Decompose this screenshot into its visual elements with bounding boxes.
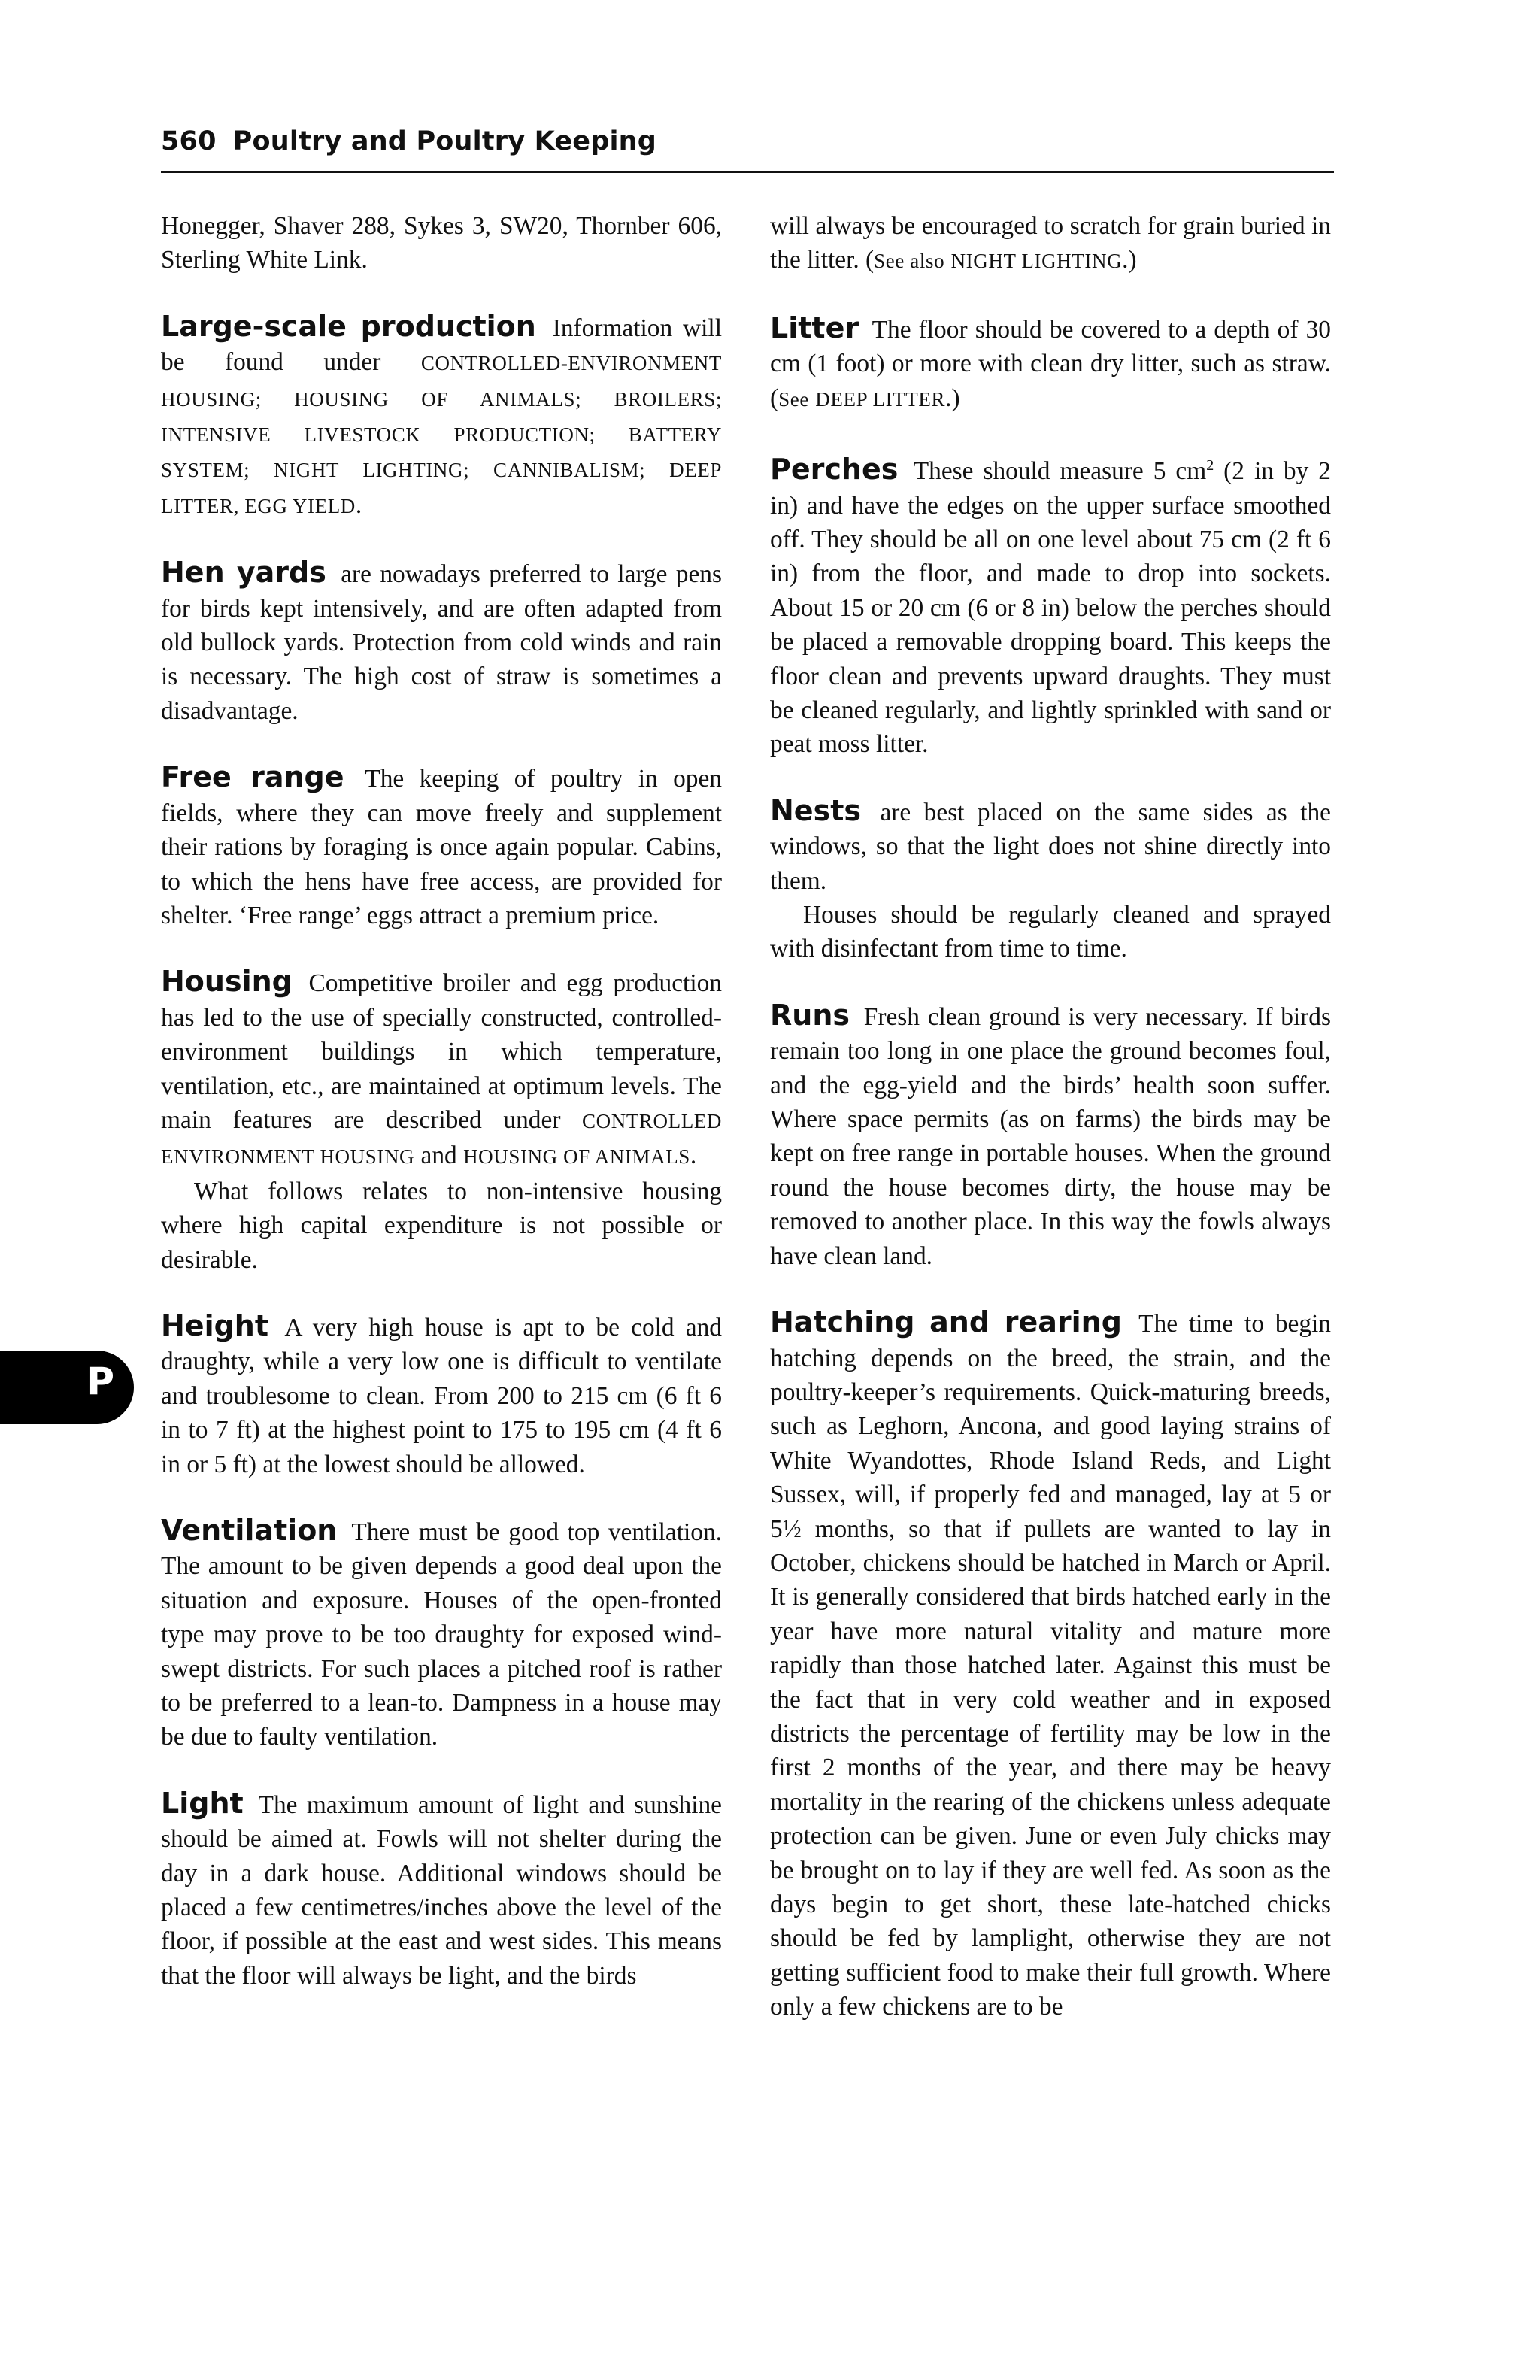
headword: Height <box>161 1308 269 1342</box>
paragraph <box>770 999 1331 1273</box>
paragraph <box>161 965 722 1174</box>
headword: Hen yards <box>161 556 326 590</box>
entry-text: are best placed on the same sides as the windows, so that the light does not shine directly into them. <box>770 798 1331 895</box>
header-rule <box>161 171 1334 173</box>
entry-text: The keeping of poultry in open fields, where they can move freely and supplement their rations by foraging is once again popular. Cabins, to which the hens have free access, are provided for shelter. ‘Free range’ eggs attract a premium price. <box>161 765 723 929</box>
entry-text: Competitive broiler and egg production has led to the use of specially constructed, controlled-environment buildings in which temperature, ventilation, etc., are maintained at optimum levels. The main features are described under <box>161 969 722 1134</box>
entry-text: Information will be found under <box>161 314 722 377</box>
cross-reference: CONTROLLED ENVIRONMENT HOUSING <box>161 1109 722 1169</box>
entry-free-range <box>161 760 722 932</box>
headword: Litter <box>770 311 859 344</box>
entry-text: A very high house is apt to be cold and draughty, while a very low one is difficult to ventilate and troublesome to clean. From 200 to 215 cm (6 ft 6 in to 7 ft) at the highest point to 175 to 195 cm (4 ft 6 in or 5 ft) at the lowest should be allowed. <box>161 1313 722 1478</box>
entry-hen-yards <box>161 556 722 728</box>
paragraph <box>770 1305 1331 2024</box>
paragraph <box>161 1175 722 1277</box>
punctuation: . <box>690 1141 697 1170</box>
paragraph <box>770 794 1331 898</box>
cross-reference: DEEP LITTER <box>815 387 946 411</box>
entry-text: What follows relates to non-intensive housing where high capital expenditure is not possible or desirable. <box>161 1177 722 1274</box>
running-head <box>161 126 1334 156</box>
entry-continuation-left <box>161 209 722 277</box>
entry-runs <box>770 999 1331 1273</box>
entry-continuation-right <box>770 209 1331 279</box>
cross-reference: HOUSING OF ANIMALS <box>463 1145 690 1169</box>
headword: Hatching and rearing <box>770 1305 1122 1339</box>
entry-perches <box>770 449 1331 762</box>
punctuation: . <box>355 490 362 519</box>
entry-height <box>161 1309 722 1481</box>
entry-text: The time to begin hatching depends on the breed, the strain, and the poultry-keeper’s requirements. Quick-maturing breeds, such as Leghorn, Ancona, and good laying strains of White Wyandottes, Rhode Island Reds, and Light Sussex, will, if properly fed and managed, lay at 5 or 5½ months, so that if pullets are wanted to lay in October, chickens should be hatched in March or April. It is generally considered that birds hatched early in the year have more natural vitality and mature more rapidly than those hatched later. Against this must be the fact that in very cold weather and in exposed districts the percentage of fertility may be low in the first 2 months of the year, and there may be heavy mortality in the rearing of the chickens unless adequate protection can be given. June or even July chicks may be brought on to lay if they are well fed. As soon as the days begin to get short, these late-hatched chicks should be fed by lamplight, otherwise they are not getting sufficient food to make their full growth. Where only a few chickens are to be <box>770 1310 1332 2021</box>
headword: Light <box>161 1786 244 1820</box>
page-number: 560 <box>161 126 217 156</box>
headword: Housing <box>161 965 293 999</box>
paragraph <box>161 556 722 728</box>
paragraph <box>161 209 722 277</box>
see-label: See <box>778 387 809 411</box>
cross-reference: NIGHT LIGHTING <box>950 250 1123 273</box>
headword: Free range <box>161 760 344 794</box>
entry-hatching-and-rearing <box>770 1305 1331 2024</box>
paragraph <box>161 1514 722 1754</box>
punctuation: .) <box>1122 246 1137 274</box>
entry-nests <box>770 794 1331 966</box>
entry-text: The maximum amount of light and sunshine should be aimed at. Fowls will not shelter during the day in a dark house. Additional windows should be placed a few centimetres/inches above the level of the floor, if possible at the east and west sides. This means that the floor will always be light, and the birds <box>161 1790 722 1990</box>
entry-ventilation <box>161 1514 722 1754</box>
continuation-text: Honegger, Shaver 288, Sykes 3, SW20, Thornber 606, Sterling White Link. <box>161 212 722 274</box>
entry-light <box>161 1787 722 1993</box>
continuation-text: will always be encouraged to scratch for grain buried in the litter. ( <box>770 212 1331 274</box>
punctuation: .) <box>945 384 960 412</box>
entry-text: These should measure 5 cm <box>913 457 1207 486</box>
right-column <box>770 209 1331 2057</box>
entry-text: The floor should be covered to a depth of 30 cm (1 foot) or more with clean dry litter, such as straw. ( <box>770 315 1331 412</box>
entry-text: Fresh clean ground is very necessary. If birds remain too long in one place the ground becomes foul, and the egg-yield and the birds’ health soon suffer. Where space permits (as on farms) the birds may be kept on free range in portable houses. When the ground round the house becomes dirty, the house may be removed to another place. In this way the fowls always have clean land. <box>770 1002 1331 1270</box>
paragraph <box>161 1309 722 1481</box>
entry-text: are nowadays preferred to large pens for birds kept intensively, and are often adapted from old bullock yards. Protection from cold winds and rain is necessary. The high cost of straw is sometimes a disadvantage. <box>161 560 722 725</box>
entry-housing <box>161 965 722 1277</box>
running-title: Poultry and Poultry Keeping <box>232 126 657 156</box>
entry-litter <box>770 311 1331 417</box>
paragraph <box>161 760 722 932</box>
thumb-index-tab <box>0 1351 134 1424</box>
headword: Perches <box>770 453 899 487</box>
paragraph <box>770 311 1331 417</box>
paragraph <box>770 898 1331 966</box>
headword: Large-scale production <box>161 309 536 343</box>
cross-reference: CONTROLLED-ENVIRONMENT HOUSING; HOUSING OF ANIMALS; BROILERS; INTENSIVE LIVESTOCK PRODUCTION; BATTERY SYSTEM; NIGHT LIGHTING; CANNIBALISM; DEEP LITTER, EGG YIELD <box>161 352 722 517</box>
headword: Ventilation <box>161 1514 338 1547</box>
paragraph <box>161 1787 722 1993</box>
entry-text: (2 in by 2 in) and have the edges on the upper surface smoothed off. They should be all on one level about 75 cm (2 ft 6 in) from the floor, and made to drop into sockets. About 15 or 20 cm (6 or 8 in) below the perches should be placed a removable dropping board. This keeps the floor clean and prevents upward draughts. They must be cleaned regularly, and lightly sprinkled with sand or peat moss litter. <box>770 457 1331 759</box>
see-also-label: See also <box>874 250 945 273</box>
superscript: 2 <box>1206 457 1214 474</box>
paragraph <box>161 310 722 523</box>
paragraph <box>770 449 1331 762</box>
headword: Runs <box>770 998 850 1032</box>
entry-text: Houses should be regularly cleaned and sprayed with disinfectant from time to time. <box>770 901 1331 963</box>
left-column <box>161 209 722 2025</box>
thumb-index-letter: P <box>86 1360 114 1403</box>
conjunction: and <box>420 1141 457 1170</box>
headword: Nests <box>770 793 861 827</box>
entry-large-scale-production <box>161 310 722 523</box>
entry-text: There must be good top ventilation. The amount to be given depends a good deal upon the situation and exposure. Houses of the open-fronted type may prove to be too draughty for exposed wind-swept districts. For such places a pitched roof is rather to be preferred to a lean-to. Dampness in a house may be due to faulty ventilation. <box>161 1518 722 1751</box>
paragraph <box>770 209 1331 279</box>
